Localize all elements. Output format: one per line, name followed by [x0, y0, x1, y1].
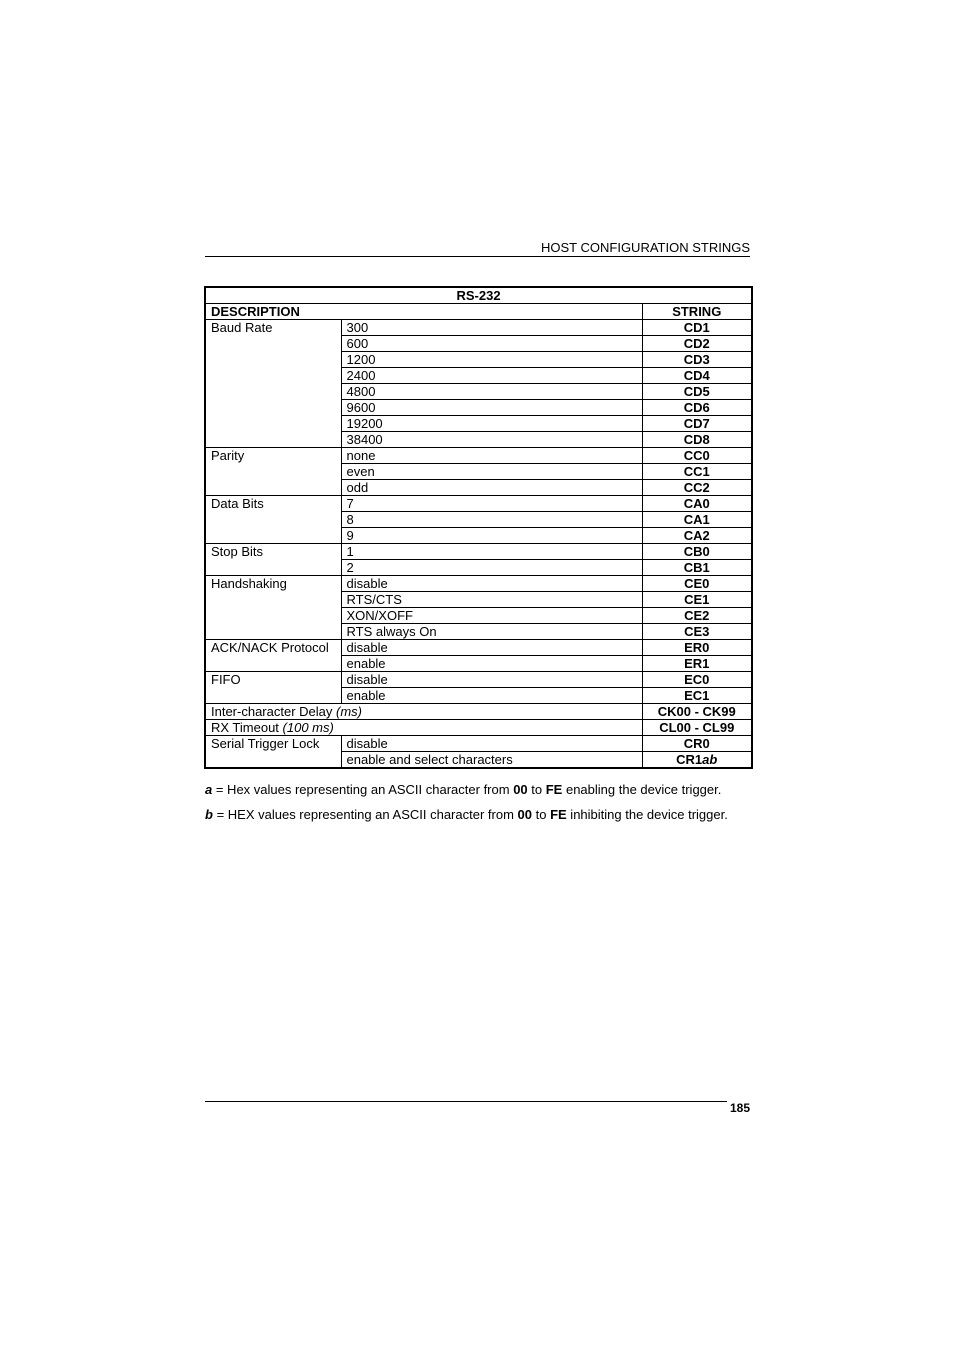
row-value: XON/XOFF — [341, 608, 642, 624]
row-string: CA0 — [642, 496, 752, 512]
row-value: 4800 — [341, 384, 642, 400]
note-a-text-2: to — [527, 782, 546, 797]
row-string: CC0 — [642, 448, 752, 464]
row-string: CC2 — [642, 480, 752, 496]
row-string: EC1 — [642, 688, 752, 704]
row-value: 19200 — [341, 416, 642, 432]
table-row — [205, 640, 752, 656]
row-string-suffix: ab — [702, 752, 718, 767]
table-row — [205, 672, 752, 688]
group-label-baud-rate: Baud Rate — [205, 320, 341, 448]
row-value: 300 — [341, 320, 642, 336]
rx-timeout-cell — [205, 720, 642, 736]
row-value: enable — [341, 656, 642, 672]
note-a-text-1: = Hex values representing an ASCII character from — [212, 782, 514, 797]
group-label-ack-nack: ACK/NACK Protocol — [205, 640, 341, 672]
row-value: RTS/CTS — [341, 592, 642, 608]
row-string: CA2 — [642, 528, 752, 544]
row-string: ER0 — [642, 640, 752, 656]
description-header: DESCRIPTION — [205, 304, 642, 320]
row-value: 38400 — [341, 432, 642, 448]
inter-char-delay-unit: (ms) — [336, 704, 363, 719]
row-value: 7 — [341, 496, 642, 512]
group-label-handshaking: Handshaking — [205, 576, 341, 640]
running-header: HOST CONFIGURATION STRINGS — [541, 240, 750, 255]
table-title-row — [205, 287, 752, 304]
group-label-serial-trigger-lock: Serial Trigger Lock — [205, 736, 341, 769]
page-number: 185 — [729, 1101, 750, 1115]
row-value: enable and select characters — [341, 752, 642, 769]
row-value: disable — [341, 576, 642, 592]
row-string: CD6 — [642, 400, 752, 416]
table-row — [205, 736, 752, 752]
string-header: STRING — [642, 304, 752, 320]
row-string: CL00 - CL99 — [642, 720, 752, 736]
rx-timeout-label: RX Timeout — [211, 720, 279, 735]
row-value: even — [341, 464, 642, 480]
table-row — [205, 496, 752, 512]
row-value: 9600 — [341, 400, 642, 416]
note-a-var: a — [205, 782, 213, 797]
note-b — [205, 807, 750, 822]
table-header-row — [205, 304, 752, 320]
note-b-text-1: = HEX values representing an ASCII character from — [212, 807, 518, 822]
row-string: CE0 — [642, 576, 752, 592]
row-string: CE1 — [642, 592, 752, 608]
row-string: ER1 — [642, 656, 752, 672]
note-b-to: FE — [550, 807, 567, 822]
table-title: RS-232 — [205, 287, 752, 304]
row-value: 8 — [341, 512, 642, 528]
row-value: 1 — [341, 544, 642, 560]
table-row — [205, 704, 752, 720]
row-string: CA1 — [642, 512, 752, 528]
note-a-to: FE — [545, 782, 563, 797]
table-row — [205, 576, 752, 592]
group-label-fifo: FIFO — [205, 672, 341, 704]
row-string: CB0 — [642, 544, 752, 560]
table-row — [205, 720, 752, 736]
rx-timeout-unit: (100 ms) — [282, 720, 334, 735]
row-string: CD5 — [642, 384, 752, 400]
inter-char-delay-cell — [205, 704, 642, 720]
table-row — [205, 448, 752, 464]
row-string: EC0 — [642, 672, 752, 688]
row-value: 9 — [341, 528, 642, 544]
row-string: CE3 — [642, 624, 752, 640]
note-b-text-3: inhibiting the device trigger. — [566, 807, 728, 822]
row-string: CR0 — [642, 736, 752, 752]
row-string: CD7 — [642, 416, 752, 432]
row-value: 1200 — [341, 352, 642, 368]
row-string — [642, 752, 752, 769]
note-b-var: b — [205, 807, 213, 822]
row-value: disable — [341, 672, 642, 688]
row-value: disable — [341, 640, 642, 656]
row-value: RTS always On — [341, 624, 642, 640]
row-string: CE2 — [642, 608, 752, 624]
header-rule — [205, 256, 750, 257]
row-value: odd — [341, 480, 642, 496]
row-string: CD8 — [642, 432, 752, 448]
table-row — [205, 544, 752, 560]
inter-char-delay-label: Inter-character Delay — [211, 704, 333, 719]
row-value: enable — [341, 688, 642, 704]
row-value: 2400 — [341, 368, 642, 384]
group-label-data-bits: Data Bits — [205, 496, 341, 544]
row-string: CK00 - CK99 — [642, 704, 752, 720]
note-b-text-2: to — [531, 807, 551, 822]
row-string: CD2 — [642, 336, 752, 352]
note-a-text-3: enabling the device trigger. — [562, 782, 722, 797]
row-string: CD1 — [642, 320, 752, 336]
row-string: CD3 — [642, 352, 752, 368]
row-value: 600 — [341, 336, 642, 352]
row-string-base: CR1 — [676, 752, 703, 767]
table-row — [205, 320, 752, 336]
row-value: none — [341, 448, 642, 464]
group-label-stop-bits: Stop Bits — [205, 544, 341, 576]
row-value: 2 — [341, 560, 642, 576]
group-label-parity: Parity — [205, 448, 341, 496]
note-a-from: 00 — [513, 782, 528, 797]
footer-rule — [205, 1101, 727, 1102]
row-string: CD4 — [642, 368, 752, 384]
row-value: disable — [341, 736, 642, 752]
note-b-from: 00 — [517, 807, 532, 822]
note-a — [205, 782, 750, 797]
row-string: CB1 — [642, 560, 752, 576]
row-string: CC1 — [642, 464, 752, 480]
rs232-table — [204, 286, 753, 769]
